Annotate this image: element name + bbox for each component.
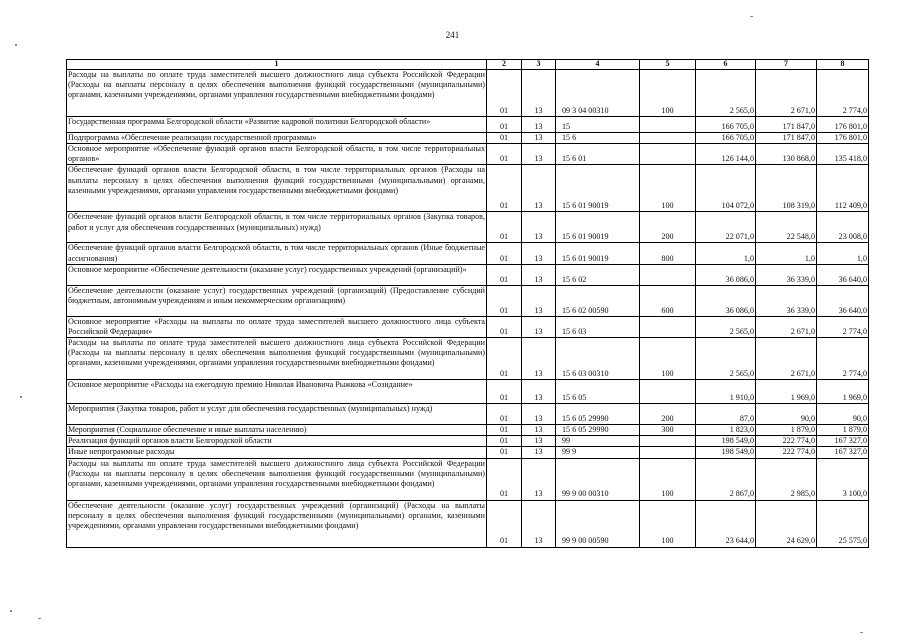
row-amount-year-2: 1,0 [756, 243, 817, 264]
row-target-article: 15 6 01 [556, 143, 640, 164]
row-subsection-code: 13 [522, 116, 556, 132]
header-col-7: 7 [756, 60, 817, 70]
row-amount-year-3: 167 327,0 [817, 436, 869, 447]
row-amount-year-3: 135 418,0 [817, 143, 869, 164]
row-amount-year-1: 1 910,0 [696, 380, 756, 404]
table-row [67, 316, 869, 337]
row-target-article: 99 9 00 00590 [556, 500, 640, 547]
row-amount-year-2: 222 774,0 [756, 436, 817, 447]
row-subsection-code: 13 [522, 69, 556, 116]
row-description: Обеспечение функций органов власти Белгородской области, в том числе территориальных органов (Иные бюджетные ассигнования) [68, 243, 485, 263]
row-amount-year-2: 22 548,0 [756, 212, 817, 243]
row-section-code: 01 [487, 404, 522, 425]
row-expense-type: 100 [640, 500, 696, 547]
header-row [67, 60, 869, 70]
row-description: Обеспечение деятельности (оказание услуг) государственных учреждений (организаций) (Предоставление субсидий бюджетным, автономным учреждениям и иным некоммерческим организациям) [67, 285, 487, 316]
table-row [67, 143, 869, 164]
scan-speck [750, 16, 753, 17]
header-col-3: 3 [522, 60, 556, 70]
row-amount-year-2: 24 629,0 [756, 500, 817, 547]
row-target-article: 15 6 01 90019 [556, 243, 640, 264]
row-amount-year-1: 2 565,0 [696, 69, 756, 116]
table-row [67, 132, 869, 143]
row-expense-type [640, 380, 696, 404]
row-amount-year-1: 198 549,0 [696, 447, 756, 458]
row-amount-year-3: 90,0 [817, 404, 869, 425]
row-description: Мероприятия (Закупка товаров, работ и услуг для обеспечения государственных (муниципальных) нужд) [67, 404, 487, 425]
row-amount-year-3: 36 640,0 [817, 264, 869, 285]
row-description: Обеспечение функций органов власти Белгородской области, в том числе территориальных органов (Закупка товаров, работ и услуг для обеспечения государственных (муниципальных) нужд) [67, 212, 487, 243]
row-section-code: 01 [487, 69, 522, 116]
row-subsection-code: 13 [522, 404, 556, 425]
row-description: Мероприятия (Социальное обеспечение и иные выплаты населению) [67, 425, 487, 436]
row-amount-year-1: 126 144,0 [696, 143, 756, 164]
row-amount-year-2: 108 319,0 [756, 165, 817, 212]
row-section-code: 01 [487, 500, 522, 547]
header-col-1: 1 [67, 60, 487, 70]
row-amount-year-3: 1 969,0 [817, 380, 869, 404]
row-subsection-code: 13 [522, 264, 556, 285]
row-section-code: 01 [487, 425, 522, 436]
row-description: Расходы на выплаты по оплате труда заместителей высшего должностного лица субъекта Российской Федерации (Расходы на выплаты персоналу в целях обеспечения выполнения функций государственными (муниципальными) органами, казенными учреждениями, органами управления государственными внебюджетными фондами) [67, 338, 487, 380]
row-expense-type: 100 [640, 69, 696, 116]
row-expense-type [640, 132, 696, 143]
row-amount-year-2: 171 847,0 [756, 116, 817, 132]
row-target-article: 15 6 03 00310 [556, 338, 640, 380]
row-amount-year-3: 2 774,0 [817, 316, 869, 337]
row-expense-type: 100 [640, 458, 696, 500]
row-subsection-code: 13 [522, 447, 556, 458]
table-row [67, 458, 869, 500]
row-amount-year-1: 1 823,0 [696, 425, 756, 436]
scan-speck [38, 618, 41, 619]
row-expense-type [640, 316, 696, 337]
budget-table [66, 59, 869, 548]
row-target-article: 15 6 05 [556, 380, 640, 404]
row-description: Иные непрограммные расходы [67, 447, 487, 458]
row-section-code: 01 [487, 458, 522, 500]
row-amount-year-1: 166 705,0 [696, 116, 756, 132]
row-section-code: 01 [487, 436, 522, 447]
row-expense-type: 200 [640, 404, 696, 425]
row-expense-type [640, 447, 696, 458]
table-row [67, 116, 869, 132]
row-amount-year-1: 36 086,0 [696, 264, 756, 285]
row-amount-year-3: 3 100,0 [817, 458, 869, 500]
row-subsection-code: 13 [522, 143, 556, 164]
table-row [67, 425, 869, 436]
row-expense-type [640, 436, 696, 447]
row-expense-type: 100 [640, 165, 696, 212]
row-amount-year-2: 36 339,0 [756, 285, 817, 316]
row-section-code: 01 [487, 316, 522, 337]
row-expense-type [640, 264, 696, 285]
row-amount-year-2: 171 847,0 [756, 132, 817, 143]
row-amount-year-3: 36 640,0 [817, 285, 869, 316]
table-row [67, 264, 869, 285]
row-amount-year-2: 222 774,0 [756, 447, 817, 458]
row-description: Расходы на выплаты по оплате труда заместителей высшего должностного лица субъекта Российской Федерации (Расходы на выплаты персоналу в целях обеспечения выполнения функций государственными (муниципальными) органами, казенными учреждениями, органами управления государственными внебюджетными фондами) [67, 69, 487, 116]
table-row [67, 285, 869, 316]
row-amount-year-2: 1 969,0 [756, 380, 817, 404]
row-amount-year-3: 1 879,0 [817, 425, 869, 436]
row-expense-type: 200 [640, 212, 696, 243]
table-row [67, 500, 869, 547]
row-section-code: 01 [487, 132, 522, 143]
row-target-article: 15 6 03 [556, 316, 640, 337]
row-target-article: 15 6 01 90019 [556, 165, 640, 212]
row-amount-year-1: 104 072,0 [696, 165, 756, 212]
row-target-article: 15 6 [556, 132, 640, 143]
row-subsection-code: 13 [522, 243, 556, 264]
row-section-code: 01 [487, 338, 522, 380]
row-amount-year-1: 198 549,0 [696, 436, 756, 447]
row-expense-type: 100 [640, 338, 696, 380]
row-amount-year-2: 2 985,0 [756, 458, 817, 500]
row-amount-year-2: 130 868,0 [756, 143, 817, 164]
row-amount-year-2: 2 671,0 [756, 316, 817, 337]
table-row [67, 69, 869, 116]
row-description: Основное мероприятие «Расходы на ежегодную премию Николая Ивановича Рыжкова «Созидание» [67, 380, 487, 404]
row-subsection-code: 13 [522, 338, 556, 380]
row-amount-year-1: 2 565,0 [696, 338, 756, 380]
row-target-article: 15 6 05 29990 [556, 404, 640, 425]
header-col-2: 2 [487, 60, 522, 70]
scan-speck [15, 44, 17, 46]
row-target-article: 99 [556, 436, 640, 447]
header-col-5: 5 [640, 60, 696, 70]
page-number: 241 [445, 30, 460, 40]
row-subsection-code: 13 [522, 165, 556, 212]
row-section-code: 01 [487, 243, 522, 264]
row-subsection-code: 13 [522, 316, 556, 337]
row-section-code: 01 [487, 380, 522, 404]
row-subsection-code: 13 [522, 285, 556, 316]
row-target-article: 99 9 [556, 447, 640, 458]
row-section-code: 01 [487, 285, 522, 316]
row-expense-type [640, 143, 696, 164]
row-description: Государственная программа Белгородской области «Развитие кадровой политики Белгородской области» [67, 116, 487, 132]
row-subsection-code: 13 [522, 212, 556, 243]
row-amount-year-3: 112 409,0 [817, 165, 869, 212]
row-subsection-code: 13 [522, 458, 556, 500]
row-amount-year-1: 1,0 [696, 243, 756, 264]
table-row [67, 436, 869, 447]
row-subsection-code: 13 [522, 500, 556, 547]
row-amount-year-2: 36 339,0 [756, 264, 817, 285]
header-col-8: 8 [817, 60, 869, 70]
row-amount-year-3: 23 008,0 [817, 212, 869, 243]
row-target-article: 15 6 05 29990 [556, 425, 640, 436]
row-amount-year-3: 2 774,0 [817, 338, 869, 380]
row-amount-year-2: 2 671,0 [756, 69, 817, 116]
table-row [67, 212, 869, 243]
table-body [67, 69, 869, 547]
row-target-article: 99 9 00 00310 [556, 458, 640, 500]
row-section-code: 01 [487, 165, 522, 212]
table-row [67, 165, 869, 212]
table-row [67, 404, 869, 425]
row-amount-year-1: 22 071,0 [696, 212, 756, 243]
row-expense-type: 300 [640, 425, 696, 436]
row-expense-type: 600 [640, 285, 696, 316]
row-section-code: 01 [487, 212, 522, 243]
row-amount-year-1: 36 086,0 [696, 285, 756, 316]
row-subsection-code: 13 [522, 132, 556, 143]
row-amount-year-1: 2 565,0 [696, 316, 756, 337]
scan-speck [10, 610, 12, 612]
row-subsection-code: 13 [522, 425, 556, 436]
row-section-code: 01 [487, 264, 522, 285]
row-target-article: 15 [556, 116, 640, 132]
row-amount-year-2: 1 879,0 [756, 425, 817, 436]
row-description: Подпрограмма «Обеспечение реализации государственной программы» [67, 132, 487, 143]
table-row [67, 380, 869, 404]
row-description: Основное мероприятие «Расходы на выплаты по оплате труда заместителей высшего должностного лица субъекта Российской Федерации» [68, 316, 485, 336]
table-row [67, 338, 869, 380]
row-section-code: 01 [487, 143, 522, 164]
row-target-article: 15 6 01 90019 [556, 212, 640, 243]
row-target-article: 09 3 04 00310 [556, 69, 640, 116]
row-amount-year-3: 2 774,0 [817, 69, 869, 116]
row-target-article: 15 6 02 00590 [556, 285, 640, 316]
row-target-article: 15 6 02 [556, 264, 640, 285]
scan-speck [20, 396, 22, 398]
table-row [67, 447, 869, 458]
row-subsection-code: 13 [522, 380, 556, 404]
row-amount-year-3: 176 801,0 [817, 132, 869, 143]
row-expense-type: 800 [640, 243, 696, 264]
row-amount-year-3: 1,0 [817, 243, 869, 264]
row-amount-year-3: 167 327,0 [817, 447, 869, 458]
table-row [67, 243, 869, 264]
row-section-code: 01 [487, 116, 522, 132]
row-description: Основное мероприятие «Обеспечение деятельности (оказание услуг) государственных учреждений (организаций)» [67, 264, 487, 285]
row-description: Обеспечение функций органов власти Белгородской области, в том числе территориальных органов (Расходы на выплаты персоналу в целях обеспечения выполнения функций государственными (муниципальными) органами, казенными учреждениями, органами управления государственными внебюджетными фондами) [67, 165, 487, 212]
scan-speck [860, 632, 863, 633]
row-description: Обеспечение деятельности (оказание услуг) государственных учреждений (организаций) (Расходы на выплаты персоналу в целях обеспечения выполнения функций государственными (муниципальными) органами, казенными учреждениями, органами управления государственными внебюджетными фондами) [67, 500, 487, 547]
row-amount-year-1: 2 867,0 [696, 458, 756, 500]
row-amount-year-1: 166 705,0 [696, 132, 756, 143]
header-col-4: 4 [556, 60, 640, 70]
row-description: Расходы на выплаты по оплате труда заместителей высшего должностного лица субъекта Российской Федерации (Расходы на выплаты персоналу в целях обеспечения выполнения функций государственными (муниципальными) органами, казенными учреждениями, органами управления государственными внебюджетными фондами) [67, 458, 487, 500]
row-expense-type [640, 116, 696, 132]
row-amount-year-3: 25 575,0 [817, 500, 869, 547]
row-amount-year-1: 87,0 [696, 404, 756, 425]
row-description: Реализация функций органов власти Белгородской области [67, 436, 487, 447]
row-amount-year-2: 90,0 [756, 404, 817, 425]
row-amount-year-3: 176 801,0 [817, 116, 869, 132]
row-description: Основное мероприятие «Обеспечение функций органов власти Белгородской области, в том числе территориальных органов» [68, 143, 485, 164]
row-section-code: 01 [487, 447, 522, 458]
row-amount-year-1: 23 644,0 [696, 500, 756, 547]
row-amount-year-2: 2 671,0 [756, 338, 817, 380]
row-subsection-code: 13 [522, 436, 556, 447]
header-col-6: 6 [696, 60, 756, 70]
